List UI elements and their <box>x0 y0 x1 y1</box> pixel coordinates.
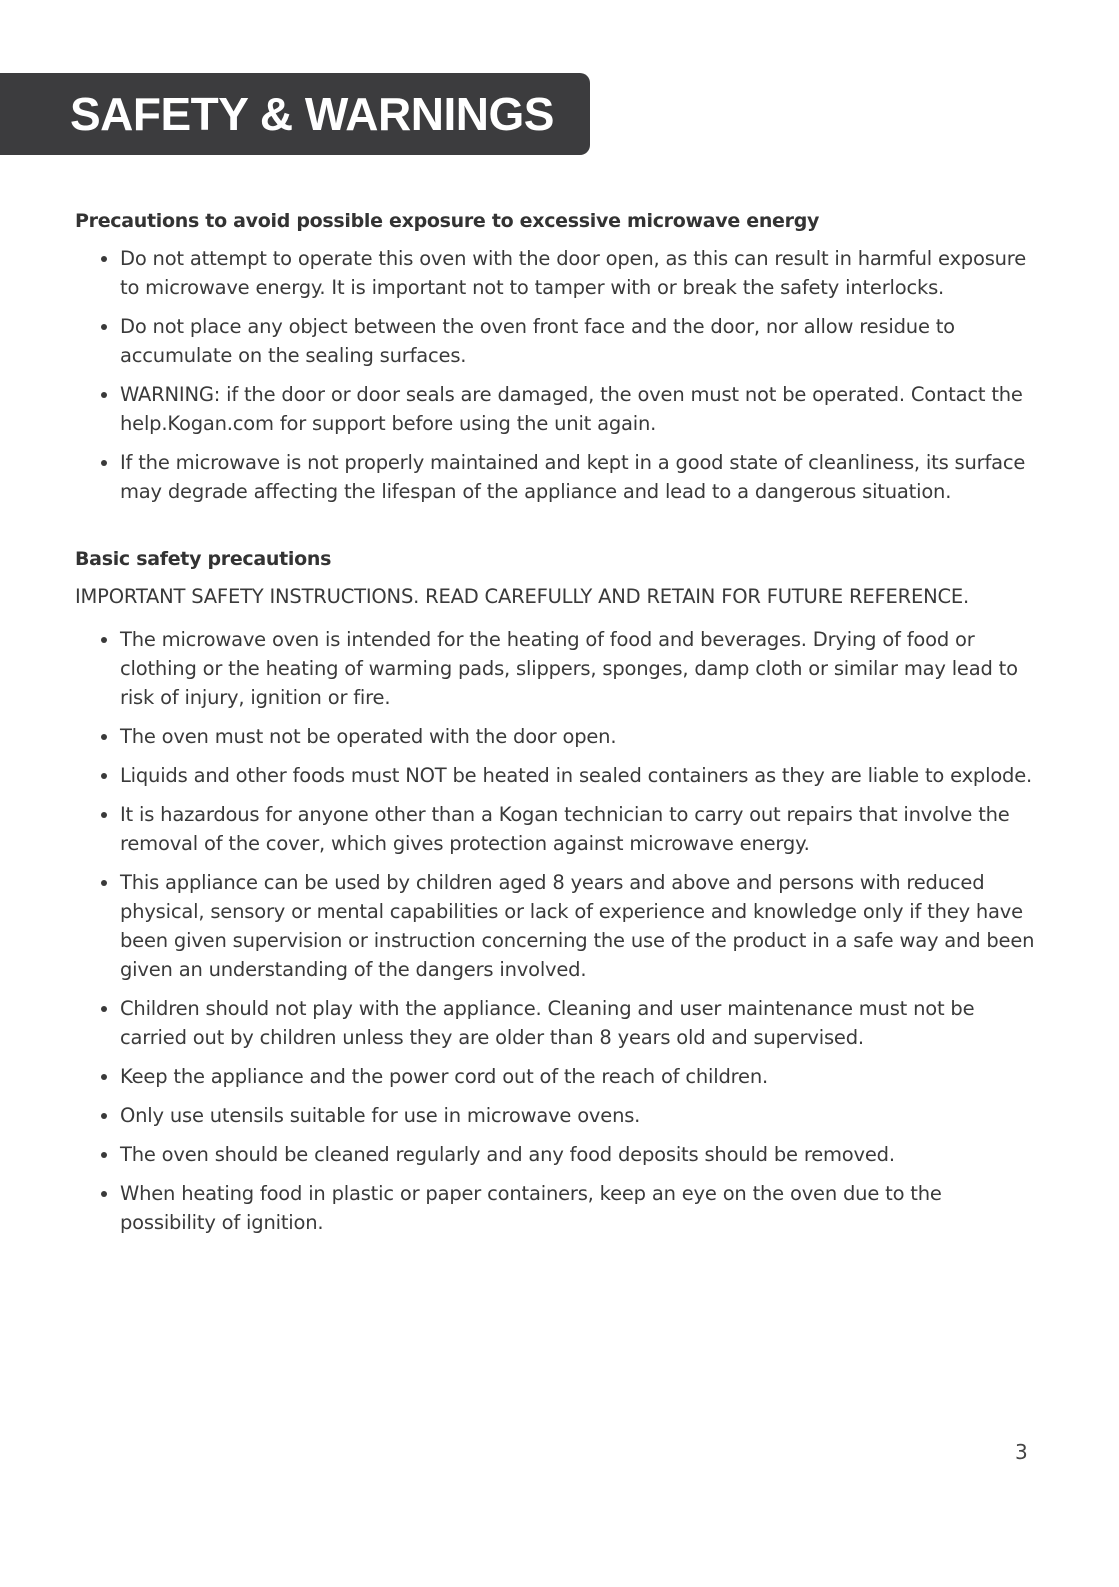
list-item: The oven must not be operated with the door open. <box>120 722 1035 751</box>
document-body <box>75 210 1035 1247</box>
list-item: When heating food in plastic or paper containers, keep an eye on the oven due to the possibility of ignition. <box>120 1179 1035 1237</box>
page-number: 3 <box>1015 1440 1028 1464</box>
list-item: Do not place any object between the oven front face and the door, nor allow residue to accumulate on the sealing surfaces. <box>120 312 1035 370</box>
list-item: The microwave oven is intended for the heating of food and beverages. Drying of food or clothing or the heating of warming pads, slippers, sponges, damp cloth or similar may lead to risk of injury, ignition or fire. <box>120 625 1035 712</box>
section-heading: Precautions to avoid possible exposure to excessive microwave energy <box>75 210 820 232</box>
list-item: The oven should be cleaned regularly and any food deposits should be removed. <box>120 1140 1035 1169</box>
list-item: Keep the appliance and the power cord out of the reach of children. <box>120 1062 1035 1091</box>
list-item: WARNING: if the door or door seals are damaged, the oven must not be operated. Contact the help.Kogan.com for support before using the unit again. <box>120 380 1035 438</box>
section-microwave-exposure <box>75 210 1035 506</box>
list-item: Only use utensils suitable for use in microwave ovens. <box>120 1101 1035 1130</box>
list-item: If the microwave is not properly maintained and kept in a good state of cleanliness, its surface may degrade affecting the lifespan of the appliance and lead to a dangerous situation. <box>120 448 1035 506</box>
list-item: It is hazardous for anyone other than a Kogan technician to carry out repairs that involve the removal of the cover, which gives protection against microwave energy. <box>120 800 1035 858</box>
section-basic-safety <box>75 548 1035 1237</box>
list-item: Children should not play with the appliance. Cleaning and user maintenance must not be carried out by children unless they are older than 8 years old and supervised. <box>120 994 1035 1052</box>
section-banner <box>0 73 590 155</box>
list-item: Do not attempt to operate this oven with the door open, as this can result in harmful exposure to microwave energy. It is important not to tamper with or break the safety interlocks. <box>120 244 1035 302</box>
list-item: Liquids and other foods must NOT be heated in sealed containers as they are liable to explode. <box>120 761 1035 790</box>
list-item: This appliance can be used by children aged 8 years and above and persons with reduced physical, sensory or mental capabilities or lack of experience and knowledge only if they have been given supervision or instruction concerning the use of the product in a safe way and been given an understanding of the dangers involved. <box>120 868 1035 984</box>
section-heading: Basic safety precautions <box>75 548 332 570</box>
intro-text: IMPORTANT SAFETY INSTRUCTIONS. READ CAREFULLY AND RETAIN FOR FUTURE REFERENCE. <box>75 585 970 608</box>
bullet-list <box>75 244 1035 506</box>
page-title: SAFETY & WARNINGS <box>70 88 554 140</box>
bullet-list <box>75 625 1035 1237</box>
